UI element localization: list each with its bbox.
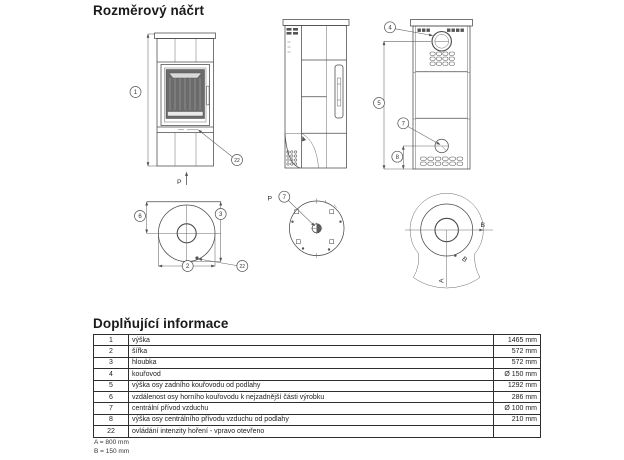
row-number-cell: 6 bbox=[94, 391, 129, 402]
svg-text:3: 3 bbox=[219, 212, 223, 219]
svg-text:P: P bbox=[177, 179, 182, 186]
row-value-cell: 1465 mm bbox=[494, 335, 541, 346]
row-value-cell: Ø 150 mm bbox=[494, 369, 541, 380]
door-grate bbox=[168, 112, 204, 117]
row-label-cell: výška bbox=[129, 335, 494, 346]
svg-text:22: 22 bbox=[239, 263, 246, 270]
front-view-drawing bbox=[128, 20, 248, 192]
dimension-6 bbox=[135, 201, 149, 234]
page-title: Rozměrový náčrt bbox=[93, 3, 205, 18]
safety-labels bbox=[439, 222, 486, 283]
rear-mid-grille bbox=[430, 52, 454, 65]
rear-view-drawing bbox=[373, 16, 505, 194]
door-handle bbox=[207, 86, 210, 105]
dimension-4 bbox=[385, 22, 434, 37]
table-row bbox=[94, 369, 541, 380]
row-number-cell: 5 bbox=[94, 380, 129, 391]
row-value-cell: Ø 100 mm bbox=[494, 403, 541, 414]
table-row bbox=[94, 391, 541, 402]
row-number-cell: 3 bbox=[94, 357, 129, 368]
side-view-drawing bbox=[280, 18, 352, 176]
svg-text:6: 6 bbox=[138, 214, 142, 221]
svg-text:8: 8 bbox=[395, 154, 399, 161]
row-label-cell: výška osy zadního kouřovodu od podlahy bbox=[129, 380, 494, 391]
row-label-cell: kouřovod bbox=[129, 369, 494, 380]
svg-text:B: B bbox=[480, 222, 486, 229]
row-number-cell: 1 bbox=[94, 335, 129, 346]
footnotes bbox=[94, 438, 129, 457]
row-value-cell: 1292 mm bbox=[494, 380, 541, 391]
svg-text:5: 5 bbox=[377, 101, 381, 108]
table-row bbox=[94, 403, 541, 414]
row-number-cell: 22 bbox=[94, 426, 129, 437]
svg-text:7: 7 bbox=[282, 194, 286, 201]
bottom-view-drawing bbox=[262, 185, 358, 277]
row-label-cell: výška osy centrálního přívodu vzduchu od podlahy bbox=[129, 414, 494, 425]
table-row bbox=[94, 426, 541, 437]
safety-distance-drawing bbox=[398, 186, 503, 300]
rear-bottom-grille bbox=[421, 157, 463, 165]
row-value-cell: 572 mm bbox=[494, 346, 541, 357]
dimension-7-bottom-view bbox=[279, 191, 316, 227]
central-air-inlet bbox=[435, 139, 448, 152]
svg-text:1: 1 bbox=[133, 90, 138, 97]
row-number-cell: 7 bbox=[94, 403, 129, 414]
p-label-bottom-view bbox=[268, 196, 273, 203]
table-row bbox=[94, 335, 541, 346]
footnote-b: B = 150 mm bbox=[94, 448, 130, 456]
stove-side-outline bbox=[283, 20, 349, 169]
svg-text:B: B bbox=[460, 255, 469, 264]
row-label-cell: vzdálenost osy horního kouřovodu k nejzadnější části výrobku bbox=[129, 391, 494, 402]
stove-door bbox=[161, 65, 210, 126]
table-row bbox=[94, 414, 541, 425]
row-number-cell: 8 bbox=[94, 414, 129, 425]
side-top-vents bbox=[287, 28, 299, 52]
section-title: Doplňující informace bbox=[93, 316, 229, 331]
row-value-cell bbox=[494, 426, 541, 437]
row-number-cell: 2 bbox=[94, 346, 129, 357]
row-label-cell: centrální přívod vzduchu bbox=[129, 403, 494, 414]
svg-text:22: 22 bbox=[234, 157, 240, 164]
door-deflector bbox=[169, 73, 202, 78]
row-label-cell: hloubka bbox=[129, 357, 494, 368]
svg-text:2: 2 bbox=[186, 264, 190, 271]
p-direction-marker bbox=[177, 172, 188, 187]
top-view-drawing bbox=[133, 196, 248, 276]
stove-rear-outline bbox=[411, 20, 473, 170]
top-view-body bbox=[147, 202, 221, 262]
side-grille-holes bbox=[287, 151, 297, 165]
svg-text:A: A bbox=[438, 278, 446, 283]
footnote-a: A = 800 mm bbox=[94, 439, 129, 446]
svg-text:P: P bbox=[267, 195, 273, 203]
svg-text:4: 4 bbox=[388, 25, 392, 32]
svg-text:7: 7 bbox=[401, 121, 405, 128]
table-row bbox=[94, 380, 541, 391]
leader-22 bbox=[197, 128, 242, 165]
additional-info-table bbox=[93, 334, 541, 438]
row-value-cell: 572 mm bbox=[494, 357, 541, 368]
dimension-7 bbox=[398, 118, 441, 146]
dimension-5 bbox=[374, 41, 432, 170]
side-door-handle bbox=[335, 65, 343, 118]
bottom-view-body bbox=[289, 199, 344, 259]
row-value-cell: 210 mm bbox=[494, 414, 541, 425]
row-label-cell: šířka bbox=[129, 346, 494, 357]
dimension-1 bbox=[130, 34, 157, 167]
row-number-cell: 4 bbox=[94, 369, 129, 380]
flue-outlet bbox=[432, 32, 451, 51]
table-row bbox=[94, 346, 541, 357]
row-value-cell: 286 mm bbox=[494, 391, 541, 402]
table-row bbox=[94, 357, 541, 368]
row-label-cell: ovládání intenzity hoření - vpravo otevřeno bbox=[129, 426, 494, 437]
